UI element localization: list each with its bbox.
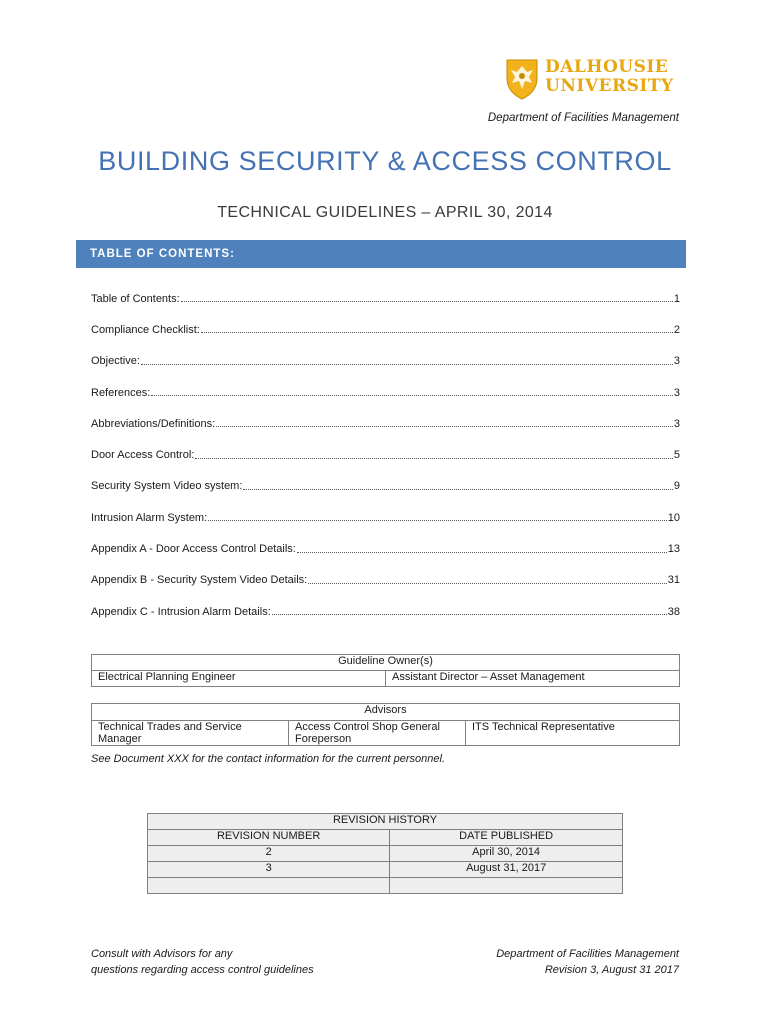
advisor-cell: ITS Technical Representative	[466, 721, 680, 746]
toc-entry-label: Appendix A - Door Access Control Details:	[91, 543, 296, 556]
toc-entry-label: Table of Contents:	[91, 292, 180, 305]
table-row	[148, 862, 623, 878]
footer-right-line: Revision 3, August 31 2017	[544, 964, 679, 976]
advisor-cell: Access Control Shop General Foreperson	[289, 721, 466, 746]
revision-history-table	[147, 813, 623, 894]
footer-right-line: Department of Facilities Management	[496, 948, 679, 960]
toc-entry-label: Compliance Checklist:	[91, 323, 200, 336]
revision-col-number-header: REVISION NUMBER	[148, 830, 390, 846]
toc-entry[interactable]	[91, 346, 680, 377]
toc-leader	[151, 395, 673, 396]
revision-number: 3	[148, 862, 390, 878]
table-row	[148, 878, 623, 894]
toc-entry-label: References:	[91, 386, 151, 399]
toc-entry-page: 10	[667, 511, 680, 524]
revision-date: August 31, 2017	[390, 862, 623, 878]
toc-entry-label: Intrusion Alarm System:	[91, 511, 208, 524]
toc-entry-page: 5	[673, 449, 680, 462]
toc-entry-page: 9	[673, 480, 680, 493]
toc-entry-page: 3	[673, 386, 680, 399]
toc-entry[interactable]	[91, 502, 680, 533]
toc-entry-page: 2	[673, 323, 680, 336]
toc-leader	[216, 426, 673, 427]
document-title: BUILDING SECURITY & ACCESS CONTROL	[98, 146, 672, 176]
revision-heading: REVISION HISTORY	[148, 814, 623, 830]
footer-left	[91, 946, 314, 978]
logo-wordmark	[545, 58, 674, 96]
footer-left-line: Consult with Advisors for any	[91, 948, 233, 960]
toc-leader	[308, 583, 667, 584]
toc-entry-label: Door Access Control:	[91, 449, 195, 462]
toc-entry-label: Objective:	[91, 355, 140, 368]
toc-entry-label: Abbreviations/Definitions:	[91, 417, 216, 430]
revision-date: April 30, 2014	[390, 846, 623, 862]
toc-entry[interactable]	[91, 377, 680, 408]
toc-entry-label: Appendix C - Intrusion Alarm Details:	[91, 605, 271, 618]
toc-entry[interactable]	[91, 533, 680, 564]
table-of-contents	[91, 283, 680, 627]
advisors-table	[91, 703, 680, 746]
toc-heading: TABLE OF CONTENTS:	[76, 240, 686, 268]
table-row	[148, 846, 623, 862]
toc-leader	[297, 552, 667, 553]
toc-entry-label: Security System Video system:	[91, 480, 243, 493]
toc-leader	[141, 364, 673, 365]
toc-leader	[243, 489, 672, 490]
toc-entry-page: 1	[673, 292, 680, 305]
owners-heading: Guideline Owner(s)	[92, 655, 680, 671]
toc-entry[interactable]	[91, 283, 680, 314]
footer-right	[496, 946, 679, 978]
contact-note: See Document XXX for the contact information for the current personnel.	[91, 753, 446, 765]
toc-leader	[201, 332, 673, 333]
revision-date	[390, 878, 623, 894]
university-logo	[505, 56, 675, 102]
revision-col-date-header: DATE PUBLISHED	[390, 830, 623, 846]
toc-entry[interactable]	[91, 565, 680, 596]
advisor-cell: Technical Trades and Service Manager	[92, 721, 289, 746]
document-subtitle: TECHNICAL GUIDELINES – APRIL 30, 2014	[217, 204, 553, 221]
toc-entry-page: 3	[673, 417, 680, 430]
advisors-heading: Advisors	[92, 704, 680, 721]
logo-line-2: UNIVERSITY	[545, 76, 674, 96]
crest-icon	[505, 56, 539, 100]
owner-cell: Electrical Planning Engineer	[92, 671, 386, 687]
toc-leader	[195, 458, 673, 459]
revision-number	[148, 878, 390, 894]
toc-entry[interactable]	[91, 439, 680, 470]
toc-entry-page: 3	[673, 355, 680, 368]
toc-entry-page: 31	[667, 574, 680, 587]
footer-left-line: questions regarding access control guidelines	[91, 964, 314, 976]
toc-entry[interactable]	[91, 596, 680, 627]
guideline-owners-table	[91, 654, 680, 687]
toc-leader	[181, 301, 673, 302]
owner-cell: Assistant Director – Asset Management	[386, 671, 680, 687]
toc-entry-page: 13	[667, 543, 680, 556]
toc-leader	[272, 614, 667, 615]
toc-entry[interactable]	[91, 314, 680, 345]
department-header: Department of Facilities Management	[487, 112, 679, 124]
toc-entry[interactable]	[91, 471, 680, 502]
toc-entry-label: Appendix B - Security System Video Details:	[91, 574, 308, 587]
toc-entry-page: 38	[667, 605, 680, 618]
revision-number: 2	[148, 846, 390, 862]
logo-line-1: DALHOUSIE	[545, 57, 669, 77]
toc-leader	[208, 520, 667, 521]
toc-entry[interactable]	[91, 408, 680, 439]
